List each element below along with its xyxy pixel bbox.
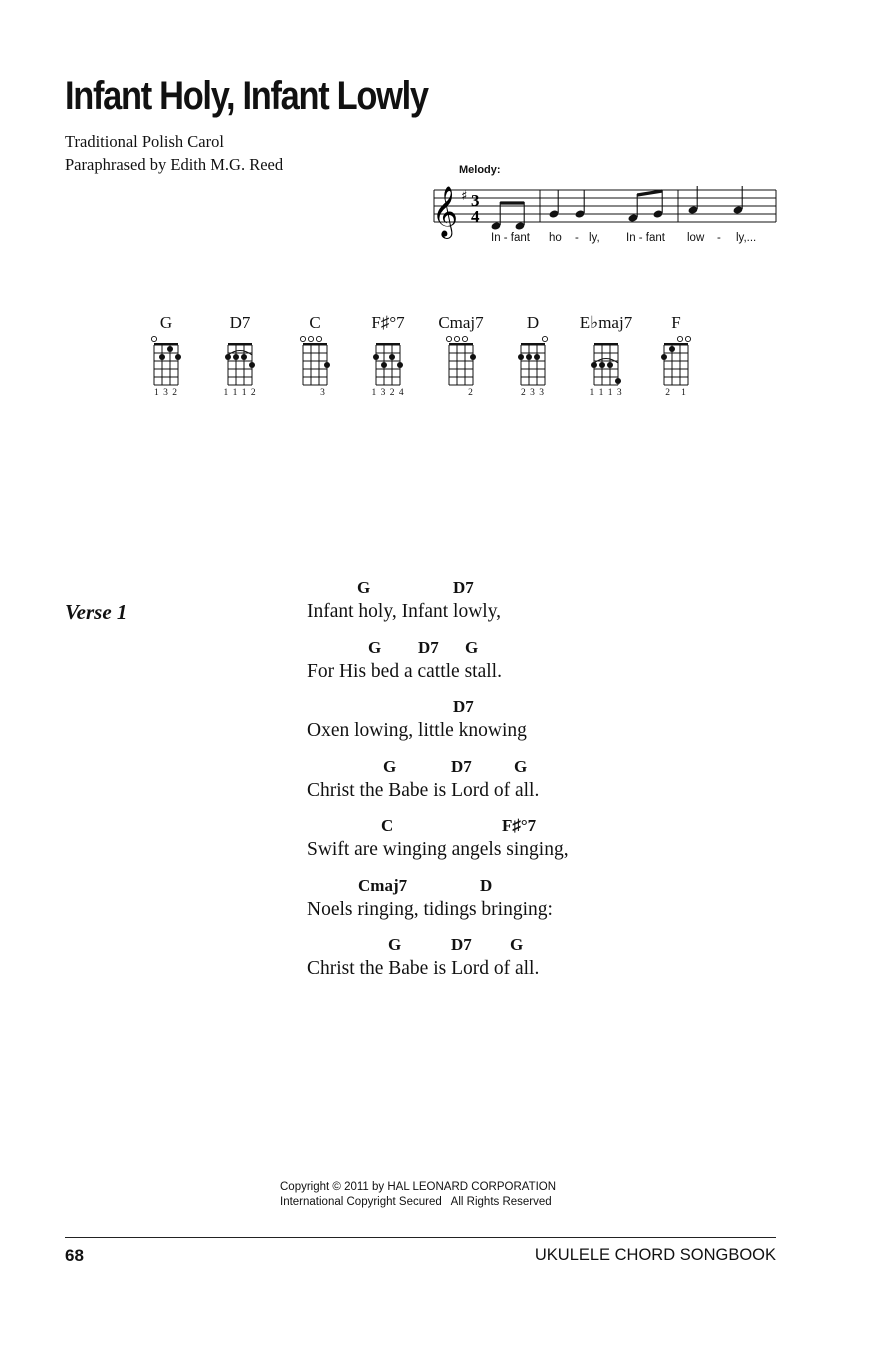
nut (228, 343, 252, 346)
lyric-line (307, 578, 757, 638)
chord-symbol: G (368, 637, 382, 657)
chord-fingering: 2 3 3 (521, 388, 545, 398)
finger-dot (373, 354, 379, 360)
chord-grid (590, 334, 622, 386)
finger-dot (389, 354, 395, 360)
melody-lyric: In - fant (491, 232, 530, 244)
chord-grid (517, 334, 549, 386)
chord-symbol: G (388, 935, 402, 954)
verse-label: Verse 1 (65, 600, 128, 624)
finger-dot (397, 362, 403, 368)
chord-symbol: G (510, 935, 524, 954)
chord-symbol: G (383, 756, 397, 776)
melody-lyric: ly,... (736, 232, 757, 244)
chord-diagram-eflat-maj7 (576, 312, 636, 398)
chord-symbol: F♯°7 (502, 816, 537, 835)
finger-dot (607, 362, 613, 368)
chord-name: F♯°7 (371, 313, 405, 332)
chord-symbol: C (381, 816, 394, 835)
chord-symbol: G (465, 637, 479, 657)
melody-lyric: - (575, 232, 579, 244)
copyright-line: International Copyright Secured All Rights Reserved (280, 1196, 552, 1208)
chord-fingering: 3 (320, 388, 326, 398)
book-title: UKULELE CHORD SONGBOOK (534, 1246, 776, 1264)
chord-diagram-row (0, 312, 884, 402)
finger-dot (591, 362, 597, 368)
lyric-text: Swift are winging angels singing, (307, 839, 569, 860)
chord-fingering: 2 (468, 388, 474, 398)
nut (376, 343, 400, 346)
finger-dot (534, 354, 540, 360)
credit-line: Traditional Polish Carol (65, 132, 224, 151)
lyric-text: Christ the Babe is Lord of all. (307, 779, 540, 801)
chord-fingering: 1 3 2 (154, 388, 178, 398)
melody-excerpt (430, 160, 790, 250)
chord-grid (299, 334, 331, 386)
open-string-marker (685, 336, 690, 341)
open-string-marker (677, 336, 682, 341)
copyright-line: Copyright © 2011 by HAL LEONARD CORPORATION (280, 1181, 557, 1193)
melody-lyric: ho (549, 232, 562, 244)
chord-name: Cmaj7 (438, 313, 484, 332)
chord-diagram-c (285, 312, 345, 398)
chord-diagram-cmaj7 (431, 312, 491, 398)
chord-fingering: 1 1 1 2 (223, 388, 257, 398)
finger-dot (661, 354, 667, 360)
chord-grid (150, 334, 182, 386)
time-sig-bottom: 4 (471, 207, 480, 226)
chord-diagram-d7 (210, 312, 270, 398)
finger-dot (615, 378, 621, 384)
lyric-line (307, 816, 757, 876)
page-number: 68 (65, 1246, 84, 1265)
chord-diagram-d (503, 312, 563, 398)
nut (303, 343, 327, 346)
finger-dot (241, 354, 247, 360)
chord-symbol: Cmaj7 (358, 875, 408, 895)
lyric-line (307, 638, 757, 698)
chord-name: D (526, 313, 540, 332)
lyric-text: Oxen lowing, little knowing (307, 720, 527, 741)
finger-dot (249, 362, 255, 368)
finger-dot (324, 362, 330, 368)
finger-dot (518, 354, 524, 360)
nut (154, 343, 178, 346)
lyric-text: For His bed a cattle stall. (307, 660, 502, 682)
chord-diagram-g (136, 312, 196, 398)
nut (664, 343, 688, 346)
chord-symbol: D7 (453, 697, 474, 716)
chord-grid (660, 334, 692, 386)
finger-dot (159, 354, 165, 360)
nut (449, 343, 473, 346)
open-string-marker (308, 336, 313, 341)
treble-clef-icon: 𝄞 (432, 186, 459, 237)
chord-name: D7 (229, 313, 251, 332)
lyric-line (307, 697, 757, 757)
chord-grid (224, 334, 256, 386)
chord-symbol: G (514, 756, 528, 776)
finger-dot (599, 362, 605, 368)
open-string-marker (300, 336, 305, 341)
chord-fingering: 2 1 (665, 388, 687, 398)
song-title: Infant Holy, Infant Lowly (65, 74, 428, 118)
finger-dot (381, 362, 387, 368)
lyric-line (307, 876, 757, 936)
melody-lyric: ly, (589, 232, 600, 244)
time-sig-top: 3 (471, 191, 480, 210)
lyric-line (307, 935, 757, 995)
open-string-marker (542, 336, 547, 341)
footer-divider (65, 1237, 776, 1238)
open-string-marker (454, 336, 459, 341)
finger-dot (470, 354, 476, 360)
finger-dot (175, 354, 181, 360)
chord-grid (445, 334, 477, 386)
chord-diagram-f (646, 312, 706, 398)
chord-name: F (671, 313, 681, 332)
finger-dot (167, 346, 173, 352)
chord-fingering: 1 3 2 4 (371, 388, 405, 398)
chord-name: E♭maj7 (579, 313, 633, 332)
key-sharp-icon: ♯ (461, 189, 468, 204)
lyric-text: Noels ringing, tidings bringing: (307, 898, 553, 920)
chord-name: C (309, 313, 321, 332)
note-beam (637, 191, 662, 195)
chord-symbol: D7 (451, 935, 472, 954)
finger-dot (526, 354, 532, 360)
chord-symbol: G (357, 578, 371, 597)
chord-symbol: D7 (451, 756, 472, 776)
chord-symbol: D7 (418, 637, 439, 657)
melody-notes (491, 186, 744, 231)
chord-fingering: 1 1 1 3 (589, 388, 623, 398)
nut (594, 343, 618, 346)
lyric-line (307, 757, 757, 817)
melody-label: Melody: (459, 164, 501, 176)
song-credits (65, 130, 283, 176)
open-string-marker (446, 336, 451, 341)
chord-symbol: D7 (453, 578, 474, 597)
finger-dot (225, 354, 231, 360)
nut (521, 343, 545, 346)
chord-grid (372, 334, 404, 386)
open-string-marker (462, 336, 467, 341)
melody-lyric: - (717, 232, 721, 244)
chord-symbol: D (480, 875, 493, 895)
verse-lyrics (307, 578, 757, 995)
lyric-text: Infant holy, Infant lowly, (307, 601, 502, 622)
credit-line: Paraphrased by Edith M.G. Reed (65, 155, 284, 174)
melody-lyric: In - fant (626, 232, 665, 244)
lyric-text: Christ the Babe is Lord of all. (307, 958, 540, 979)
open-string-marker (316, 336, 321, 341)
finger-dot (233, 354, 239, 360)
chord-diagram-fsharp-dim7 (358, 312, 418, 398)
open-string-marker (151, 336, 156, 341)
melody-lyric: low (687, 232, 705, 244)
copyright-notice (280, 1180, 556, 1210)
finger-dot (669, 346, 675, 352)
chord-name: G (159, 313, 173, 332)
